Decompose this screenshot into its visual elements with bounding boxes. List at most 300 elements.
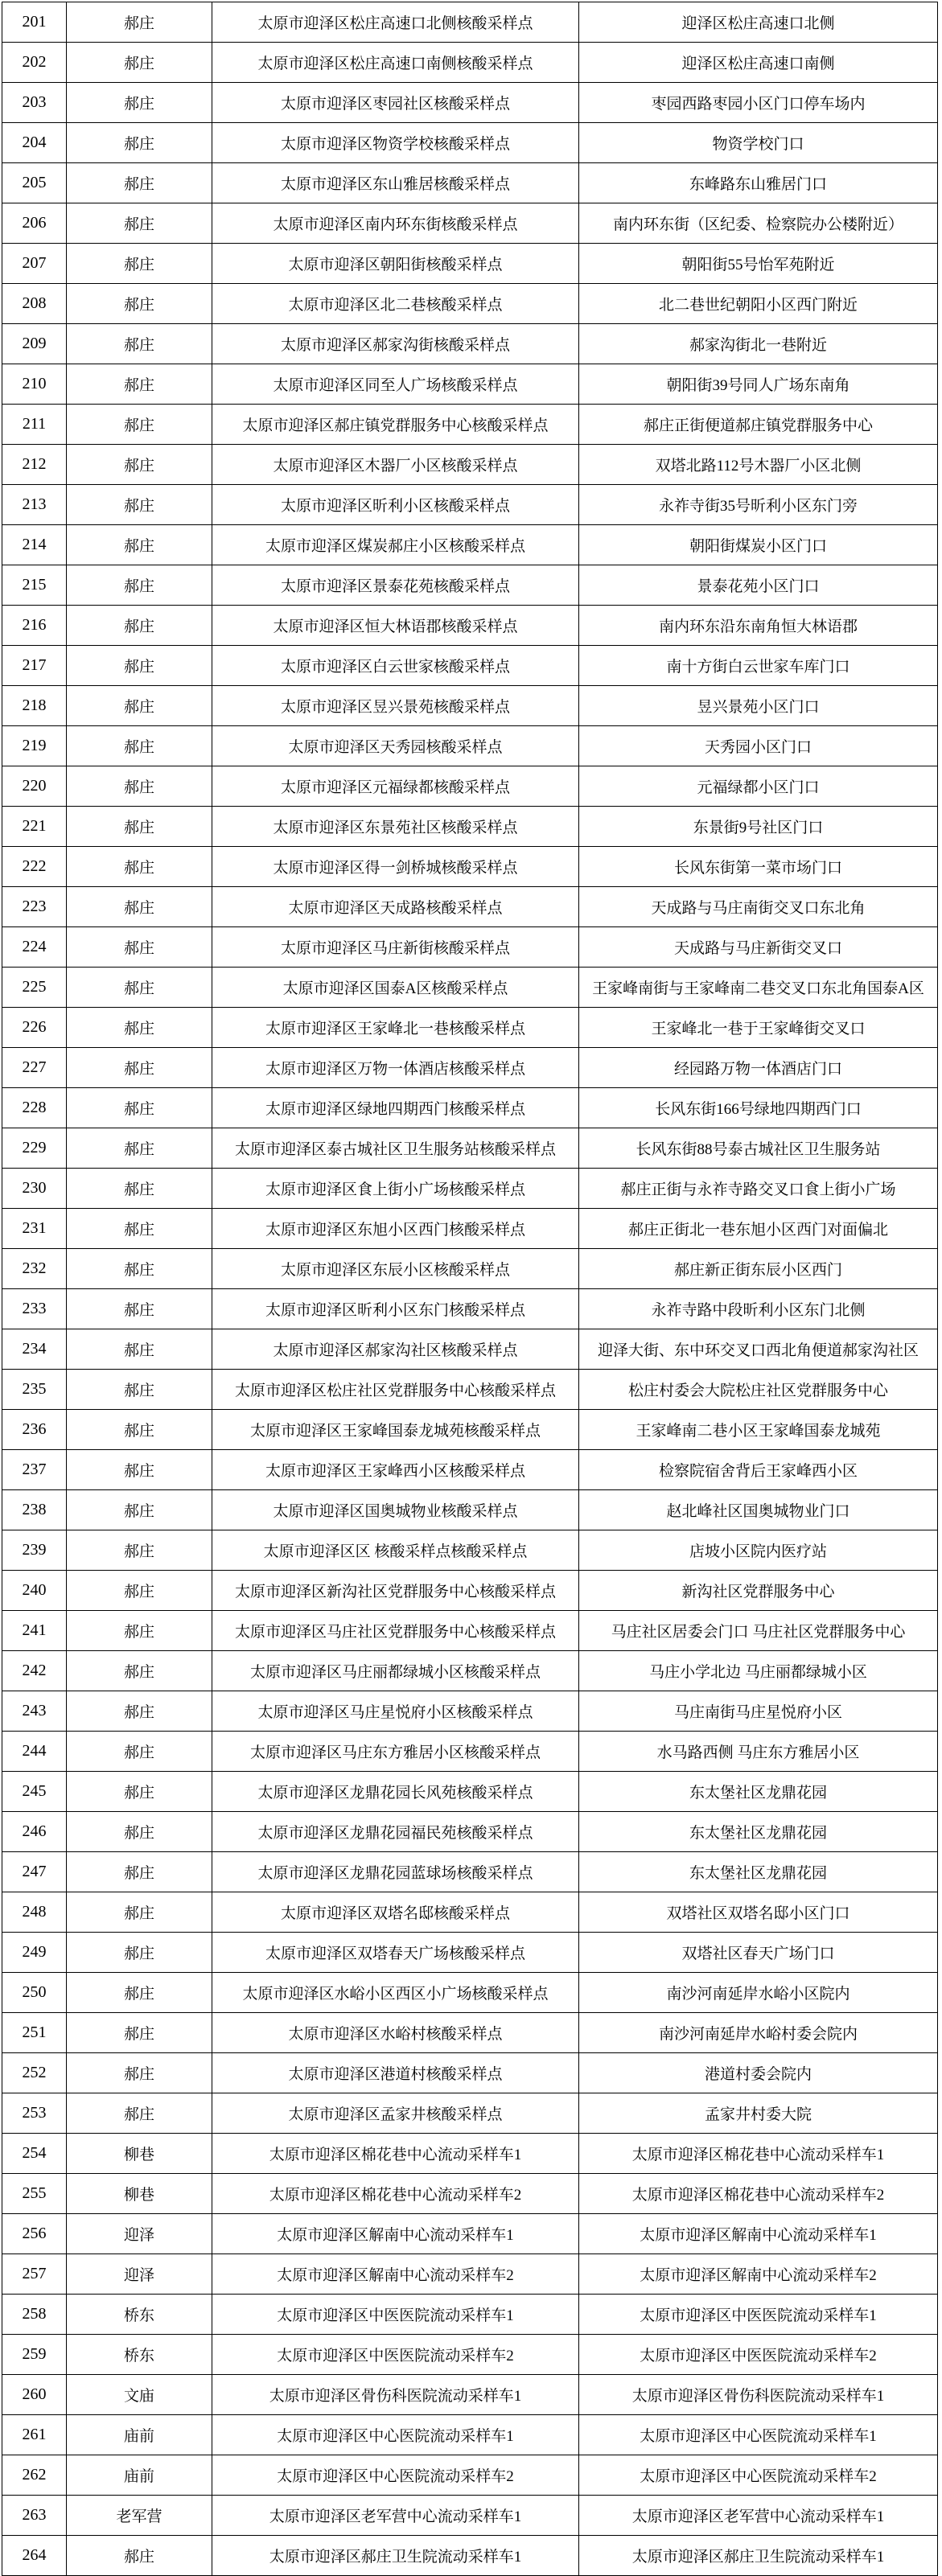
area-cell: 郝庄 <box>67 1169 212 1209</box>
table-row <box>2 2295 938 2335</box>
site-name-cell: 太原市迎泽区万物一体酒店核酸采样点 <box>212 1048 579 1088</box>
table-row <box>2 1450 938 1490</box>
site-name-cell: 太原市迎泽区龙鼎花园蓝球场核酸采样点 <box>212 1852 579 1892</box>
location-cell: 郝庄正街便道郝庄镇党群服务中心 <box>579 405 938 445</box>
row-number-cell: 259 <box>2 2335 67 2375</box>
location-cell: 天秀园小区门口 <box>579 726 938 766</box>
site-name-cell: 太原市迎泽区昕利小区东门核酸采样点 <box>212 1289 579 1329</box>
area-cell: 迎泽 <box>67 2214 212 2254</box>
row-number-cell: 249 <box>2 1933 67 1973</box>
site-name-cell: 太原市迎泽区绿地四期西门核酸采样点 <box>212 1088 579 1128</box>
table-row <box>2 1611 938 1651</box>
table-row <box>2 485 938 525</box>
row-number-cell: 206 <box>2 203 67 244</box>
table-row <box>2 726 938 766</box>
table-row <box>2 1289 938 1329</box>
area-cell: 郝庄 <box>67 2013 212 2053</box>
row-number-cell: 241 <box>2 1611 67 1651</box>
area-cell: 郝庄 <box>67 2 212 43</box>
table-row <box>2 324 938 364</box>
row-number-cell: 220 <box>2 766 67 807</box>
row-number-cell: 221 <box>2 807 67 847</box>
row-number-cell: 212 <box>2 445 67 485</box>
area-cell: 郝庄 <box>67 2053 212 2093</box>
location-cell: 王家峰南二巷小区王家峰国泰龙城苑 <box>579 1410 938 1450</box>
row-number-cell: 229 <box>2 1128 67 1169</box>
row-number-cell: 239 <box>2 1530 67 1571</box>
table-row <box>2 1209 938 1249</box>
area-cell: 郝庄 <box>67 1128 212 1169</box>
site-name-cell: 太原市迎泽区朝阳街核酸采样点 <box>212 244 579 284</box>
area-cell: 郝庄 <box>67 847 212 887</box>
area-cell: 桥东 <box>67 2335 212 2375</box>
area-cell: 郝庄 <box>67 2536 212 2576</box>
location-cell: 南内环东沿东南角恒大林语郡 <box>579 606 938 646</box>
location-cell: 孟家井村委大院 <box>579 2093 938 2134</box>
area-cell: 郝庄 <box>67 927 212 968</box>
area-cell: 柳巷 <box>67 2174 212 2214</box>
site-name-cell: 太原市迎泽区龙鼎花园福民苑核酸采样点 <box>212 1812 579 1852</box>
table-row <box>2 968 938 1008</box>
site-name-cell: 太原市迎泽区老军营中心流动采样车1 <box>212 2496 579 2536</box>
site-name-cell: 太原市迎泽区马庄东方雅居小区核酸采样点 <box>212 1732 579 1772</box>
row-number-cell: 202 <box>2 43 67 83</box>
table-row <box>2 1651 938 1691</box>
site-name-cell: 太原市迎泽区天成路核酸采样点 <box>212 887 579 927</box>
table-row <box>2 1892 938 1933</box>
location-cell: 太原市迎泽区解南中心流动采样车1 <box>579 2214 938 2254</box>
location-cell: 郝家沟街北一巷附近 <box>579 324 938 364</box>
location-cell: 经园路万物一体酒店门口 <box>579 1048 938 1088</box>
location-cell: 东太堡社区龙鼎花园 <box>579 1772 938 1812</box>
site-name-cell: 太原市迎泽区元福绿都核酸采样点 <box>212 766 579 807</box>
location-cell: 太原市迎泽区中医医院流动采样车1 <box>579 2295 938 2335</box>
location-cell: 郝庄正街北一巷东旭小区西门对面偏北 <box>579 1209 938 1249</box>
row-number-cell: 253 <box>2 2093 67 2134</box>
site-name-cell: 太原市迎泽区天秀园核酸采样点 <box>212 726 579 766</box>
location-cell: 太原市迎泽区解南中心流动采样车2 <box>579 2254 938 2295</box>
area-cell: 郝庄 <box>67 1530 212 1571</box>
area-cell: 郝庄 <box>67 1651 212 1691</box>
area-cell: 郝庄 <box>67 1772 212 1812</box>
location-cell: 北二巷世纪朝阳小区西门附近 <box>579 284 938 324</box>
row-number-cell: 238 <box>2 1490 67 1530</box>
location-cell: 永祚寺街35号昕利小区东门旁 <box>579 485 938 525</box>
table-row <box>2 927 938 968</box>
row-number-cell: 218 <box>2 686 67 726</box>
location-cell: 太原市迎泽区中心医院流动采样车1 <box>579 2415 938 2455</box>
location-cell: 长风东街166号绿地四期西门口 <box>579 1088 938 1128</box>
location-cell: 景泰花苑小区门口 <box>579 565 938 606</box>
site-name-cell: 太原市迎泽区中心医院流动采样车2 <box>212 2455 579 2496</box>
row-number-cell: 243 <box>2 1691 67 1732</box>
row-number-cell: 256 <box>2 2214 67 2254</box>
location-cell: 朝阳街55号怡军苑附近 <box>579 244 938 284</box>
table-row <box>2 83 938 123</box>
table-row <box>2 1732 938 1772</box>
location-cell: 太原市迎泽区棉花巷中心流动采样车2 <box>579 2174 938 2214</box>
site-name-cell: 太原市迎泽区南内环东街核酸采样点 <box>212 203 579 244</box>
area-cell: 郝庄 <box>67 1892 212 1933</box>
location-cell: 东太堡社区龙鼎花园 <box>579 1812 938 1852</box>
area-cell: 郝庄 <box>67 445 212 485</box>
site-name-cell: 太原市迎泽区港道村核酸采样点 <box>212 2053 579 2093</box>
site-name-cell: 太原市迎泽区马庄社区党群服务中心核酸采样点 <box>212 1611 579 1651</box>
area-cell: 郝庄 <box>67 887 212 927</box>
area-cell: 庙前 <box>67 2415 212 2455</box>
area-cell: 郝庄 <box>67 203 212 244</box>
location-cell: 南沙河南延岸水峪村委会院内 <box>579 2013 938 2053</box>
table-row <box>2 1128 938 1169</box>
row-number-cell: 209 <box>2 324 67 364</box>
area-cell: 郝庄 <box>67 1571 212 1611</box>
location-cell: 东峰路东山雅居门口 <box>579 163 938 203</box>
site-name-cell: 太原市迎泽区马庄星悦府小区核酸采样点 <box>212 1691 579 1732</box>
row-number-cell: 247 <box>2 1852 67 1892</box>
site-name-cell: 太原市迎泽区王家峰西小区核酸采样点 <box>212 1450 579 1490</box>
location-cell: 郝庄新正街东辰小区西门 <box>579 1249 938 1289</box>
table-row <box>2 364 938 405</box>
location-cell: 港道村委会院内 <box>579 2053 938 2093</box>
row-number-cell: 217 <box>2 646 67 686</box>
table-row <box>2 1772 938 1812</box>
location-cell: 东景街9号社区门口 <box>579 807 938 847</box>
site-name-cell: 太原市迎泽区解南中心流动采样车2 <box>212 2254 579 2295</box>
area-cell: 郝庄 <box>67 1732 212 1772</box>
area-cell: 老军营 <box>67 2496 212 2536</box>
site-name-cell: 太原市迎泽区水峪村核酸采样点 <box>212 2013 579 2053</box>
table-row <box>2 2415 938 2455</box>
row-number-cell: 263 <box>2 2496 67 2536</box>
site-name-cell: 太原市迎泽区孟家井核酸采样点 <box>212 2093 579 2134</box>
site-name-cell: 太原市迎泽区解南中心流动采样车1 <box>212 2214 579 2254</box>
row-number-cell: 233 <box>2 1289 67 1329</box>
site-name-cell: 太原市迎泽区东旭小区西门核酸采样点 <box>212 1209 579 1249</box>
area-cell: 郝庄 <box>67 83 212 123</box>
table-row <box>2 2254 938 2295</box>
site-name-cell: 太原市迎泽区恒大林语郡核酸采样点 <box>212 606 579 646</box>
area-cell: 文庙 <box>67 2375 212 2415</box>
table-row <box>2 445 938 485</box>
area-cell: 郝庄 <box>67 123 212 163</box>
row-number-cell: 216 <box>2 606 67 646</box>
table-row <box>2 686 938 726</box>
table-row <box>2 2013 938 2053</box>
table-row <box>2 1169 938 1209</box>
row-number-cell: 242 <box>2 1651 67 1691</box>
location-cell: 郝庄正街与永祚寺路交叉口食上街小广场 <box>579 1169 938 1209</box>
table-row <box>2 887 938 927</box>
site-name-cell: 太原市迎泽区松庄高速口南侧核酸采样点 <box>212 43 579 83</box>
row-number-cell: 227 <box>2 1048 67 1088</box>
table-row <box>2 43 938 83</box>
area-cell: 郝庄 <box>67 686 212 726</box>
site-name-cell: 太原市迎泽区双塔名邸核酸采样点 <box>212 1892 579 1933</box>
location-cell: 太原市迎泽区中医医院流动采样车2 <box>579 2335 938 2375</box>
table-row <box>2 1048 938 1088</box>
location-cell: 迎泽区松庄高速口北侧 <box>579 2 938 43</box>
area-cell: 郝庄 <box>67 807 212 847</box>
row-number-cell: 226 <box>2 1008 67 1048</box>
site-name-cell: 太原市迎泽区郝庄卫生院流动采样车1 <box>212 2536 579 2576</box>
table-row <box>2 847 938 887</box>
site-name-cell: 太原市迎泽区中医医院流动采样车1 <box>212 2295 579 2335</box>
table-row <box>2 405 938 445</box>
location-cell: 马庄社区居委会门口 马庄社区党群服务中心 <box>579 1611 938 1651</box>
area-cell: 郝庄 <box>67 1490 212 1530</box>
area-cell: 柳巷 <box>67 2134 212 2174</box>
area-cell: 郝庄 <box>67 606 212 646</box>
location-cell: 南内环东街（区纪委、检察院办公楼附近） <box>579 203 938 244</box>
table-row <box>2 1329 938 1370</box>
area-cell: 郝庄 <box>67 646 212 686</box>
location-cell: 太原市迎泽区骨伤科医院流动采样车1 <box>579 2375 938 2415</box>
row-number-cell: 245 <box>2 1772 67 1812</box>
site-name-cell: 太原市迎泽区昱兴景苑核酸采样点 <box>212 686 579 726</box>
location-cell: 马庄南街马庄星悦府小区 <box>579 1691 938 1732</box>
site-name-cell: 太原市迎泽区马庄丽都绿城小区核酸采样点 <box>212 1651 579 1691</box>
row-number-cell: 207 <box>2 244 67 284</box>
location-cell: 永祚寺路中段昕利小区东门北侧 <box>579 1289 938 1329</box>
row-number-cell: 232 <box>2 1249 67 1289</box>
row-number-cell: 213 <box>2 485 67 525</box>
area-cell: 郝庄 <box>67 1329 212 1370</box>
table-row <box>2 1973 938 2013</box>
site-name-cell: 太原市迎泽区昕利小区核酸采样点 <box>212 485 579 525</box>
row-number-cell: 230 <box>2 1169 67 1209</box>
location-cell: 水马路西侧 马庄东方雅居小区 <box>579 1732 938 1772</box>
row-number-cell: 258 <box>2 2295 67 2335</box>
site-name-cell: 太原市迎泽区煤炭郝庄小区核酸采样点 <box>212 525 579 565</box>
location-cell: 朝阳街39号同人广场东南角 <box>579 364 938 405</box>
location-cell: 双塔社区双塔名邸小区门口 <box>579 1892 938 1933</box>
row-number-cell: 203 <box>2 83 67 123</box>
table-row <box>2 1691 938 1732</box>
row-number-cell: 252 <box>2 2053 67 2093</box>
location-cell: 物资学校门口 <box>579 123 938 163</box>
area-cell: 郝庄 <box>67 485 212 525</box>
location-cell: 南沙河南延岸水峪小区院内 <box>579 1973 938 2013</box>
area-cell: 郝庄 <box>67 1450 212 1490</box>
row-number-cell: 204 <box>2 123 67 163</box>
location-cell: 迎泽区松庄高速口南侧 <box>579 43 938 83</box>
table-row <box>2 203 938 244</box>
row-number-cell: 224 <box>2 927 67 968</box>
site-name-cell: 太原市迎泽区北二巷核酸采样点 <box>212 284 579 324</box>
location-cell: 南十方街白云世家车库门口 <box>579 646 938 686</box>
area-cell: 迎泽 <box>67 2254 212 2295</box>
area-cell: 郝庄 <box>67 163 212 203</box>
row-number-cell: 228 <box>2 1088 67 1128</box>
site-name-cell: 太原市迎泽区木器厂小区核酸采样点 <box>212 445 579 485</box>
area-cell: 郝庄 <box>67 364 212 405</box>
location-cell: 长风东街88号泰古城社区卫生服务站 <box>579 1128 938 1169</box>
location-cell: 王家峰北一巷于王家峰街交叉口 <box>579 1008 938 1048</box>
site-name-cell: 太原市迎泽区得一剑桥城核酸采样点 <box>212 847 579 887</box>
area-cell: 郝庄 <box>67 1008 212 1048</box>
table-row <box>2 1490 938 1530</box>
site-name-cell: 太原市迎泽区松庄社区党群服务中心核酸采样点 <box>212 1370 579 1410</box>
site-name-cell: 太原市迎泽区同至人广场核酸采样点 <box>212 364 579 405</box>
site-name-cell: 太原市迎泽区马庄新街核酸采样点 <box>212 927 579 968</box>
area-cell: 郝庄 <box>67 284 212 324</box>
site-name-cell: 太原市迎泽区棉花巷中心流动采样车1 <box>212 2134 579 2174</box>
table-row <box>2 766 938 807</box>
table-row <box>2 1933 938 1973</box>
area-cell: 郝庄 <box>67 405 212 445</box>
row-number-cell: 208 <box>2 284 67 324</box>
table-row <box>2 244 938 284</box>
location-cell: 赵北峰社区国奥城物业门口 <box>579 1490 938 1530</box>
row-number-cell: 262 <box>2 2455 67 2496</box>
location-cell: 枣园西路枣园小区门口停车场内 <box>579 83 938 123</box>
row-number-cell: 251 <box>2 2013 67 2053</box>
location-cell: 东太堡社区龙鼎花园 <box>579 1852 938 1892</box>
area-cell: 郝庄 <box>67 1691 212 1732</box>
table-row <box>2 163 938 203</box>
table-row <box>2 2335 938 2375</box>
area-cell: 郝庄 <box>67 324 212 364</box>
area-cell: 郝庄 <box>67 1933 212 1973</box>
row-number-cell: 225 <box>2 968 67 1008</box>
site-name-cell: 太原市迎泽区国泰A区核酸采样点 <box>212 968 579 1008</box>
row-number-cell: 260 <box>2 2375 67 2415</box>
table-row <box>2 807 938 847</box>
location-cell: 迎泽大街、东中环交叉口西北角便道郝家沟社区 <box>579 1329 938 1370</box>
location-cell: 元福绿都小区门口 <box>579 766 938 807</box>
area-cell: 郝庄 <box>67 1088 212 1128</box>
row-number-cell: 261 <box>2 2415 67 2455</box>
area-cell: 郝庄 <box>67 1370 212 1410</box>
table-row <box>2 2455 938 2496</box>
table-row <box>2 2053 938 2093</box>
row-number-cell: 234 <box>2 1329 67 1370</box>
row-number-cell: 210 <box>2 364 67 405</box>
table-row <box>2 123 938 163</box>
area-cell: 郝庄 <box>67 1209 212 1249</box>
row-number-cell: 219 <box>2 726 67 766</box>
row-number-cell: 248 <box>2 1892 67 1933</box>
row-number-cell: 255 <box>2 2174 67 2214</box>
location-cell: 马庄小学北边 马庄丽都绿城小区 <box>579 1651 938 1691</box>
row-number-cell: 244 <box>2 1732 67 1772</box>
location-cell: 双塔北路112号木器厂小区北侧 <box>579 445 938 485</box>
area-cell: 庙前 <box>67 2455 212 2496</box>
row-number-cell: 223 <box>2 887 67 927</box>
table-row <box>2 1571 938 1611</box>
location-cell: 王家峰南街与王家峰南二巷交叉口东北角国泰A区 <box>579 968 938 1008</box>
area-cell: 桥东 <box>67 2295 212 2335</box>
site-name-cell: 太原市迎泽区水峪小区西区小广场核酸采样点 <box>212 1973 579 2013</box>
location-cell: 天成路与马庄南街交叉口东北角 <box>579 887 938 927</box>
area-cell: 郝庄 <box>67 1611 212 1651</box>
site-name-cell: 太原市迎泽区王家峰国泰龙城苑核酸采样点 <box>212 1410 579 1450</box>
area-cell: 郝庄 <box>67 565 212 606</box>
location-cell: 太原市迎泽区中心医院流动采样车2 <box>579 2455 938 2496</box>
site-name-cell: 太原市迎泽区中医医院流动采样车2 <box>212 2335 579 2375</box>
table-row <box>2 1530 938 1571</box>
table-row <box>2 2134 938 2174</box>
area-cell: 郝庄 <box>67 1973 212 2013</box>
site-name-cell: 太原市迎泽区松庄高速口北侧核酸采样点 <box>212 2 579 43</box>
site-name-cell: 太原市迎泽区郝庄镇党群服务中心核酸采样点 <box>212 405 579 445</box>
site-name-cell: 太原市迎泽区骨伤科医院流动采样车1 <box>212 2375 579 2415</box>
table-row <box>2 2496 938 2536</box>
site-name-cell: 太原市迎泽区枣园社区核酸采样点 <box>212 83 579 123</box>
row-number-cell: 250 <box>2 1973 67 2013</box>
area-cell: 郝庄 <box>67 726 212 766</box>
area-cell: 郝庄 <box>67 2093 212 2134</box>
site-name-cell: 太原市迎泽区东景苑社区核酸采样点 <box>212 807 579 847</box>
area-cell: 郝庄 <box>67 525 212 565</box>
location-cell: 太原市迎泽区郝庄卫生院流动采样车1 <box>579 2536 938 2576</box>
site-name-cell: 太原市迎泽区东山雅居核酸采样点 <box>212 163 579 203</box>
location-cell: 太原市迎泽区棉花巷中心流动采样车1 <box>579 2134 938 2174</box>
location-cell: 昱兴景苑小区门口 <box>579 686 938 726</box>
row-number-cell: 264 <box>2 2536 67 2576</box>
row-number-cell: 222 <box>2 847 67 887</box>
table-row <box>2 1812 938 1852</box>
row-number-cell: 201 <box>2 2 67 43</box>
sampling-points-table <box>2 2 938 2576</box>
table-row <box>2 1088 938 1128</box>
site-name-cell: 太原市迎泽区王家峰北一巷核酸采样点 <box>212 1008 579 1048</box>
table-row <box>2 2093 938 2134</box>
row-number-cell: 237 <box>2 1450 67 1490</box>
area-cell: 郝庄 <box>67 1812 212 1852</box>
area-cell: 郝庄 <box>67 1852 212 1892</box>
site-name-cell: 太原市迎泽区食上街小广场核酸采样点 <box>212 1169 579 1209</box>
location-cell: 长风东街第一菜市场门口 <box>579 847 938 887</box>
table-row <box>2 2 938 43</box>
area-cell: 郝庄 <box>67 43 212 83</box>
location-cell: 天成路与马庄新街交叉口 <box>579 927 938 968</box>
site-name-cell: 太原市迎泽区泰古城社区卫生服务站核酸采样点 <box>212 1128 579 1169</box>
site-name-cell: 太原市迎泽区东辰小区核酸采样点 <box>212 1249 579 1289</box>
area-cell: 郝庄 <box>67 1048 212 1088</box>
location-cell: 新沟社区党群服务中心 <box>579 1571 938 1611</box>
site-name-cell: 太原市迎泽区郝家沟街核酸采样点 <box>212 324 579 364</box>
site-name-cell: 太原市迎泽区区 核酸采样点核酸采样点 <box>212 1530 579 1571</box>
table-row <box>2 646 938 686</box>
row-number-cell: 257 <box>2 2254 67 2295</box>
location-cell: 双塔社区春天广场门口 <box>579 1933 938 1973</box>
row-number-cell: 236 <box>2 1410 67 1450</box>
row-number-cell: 211 <box>2 405 67 445</box>
site-name-cell: 太原市迎泽区郝家沟社区核酸采样点 <box>212 1329 579 1370</box>
site-name-cell: 太原市迎泽区物资学校核酸采样点 <box>212 123 579 163</box>
site-name-cell: 太原市迎泽区中心医院流动采样车1 <box>212 2415 579 2455</box>
row-number-cell: 246 <box>2 1812 67 1852</box>
area-cell: 郝庄 <box>67 968 212 1008</box>
table-row <box>2 1370 938 1410</box>
table-row <box>2 525 938 565</box>
row-number-cell: 231 <box>2 1209 67 1249</box>
location-cell: 松庄村委会大院松庄社区党群服务中心 <box>579 1370 938 1410</box>
table-row <box>2 2174 938 2214</box>
row-number-cell: 205 <box>2 163 67 203</box>
table-row <box>2 2536 938 2576</box>
table-row <box>2 1249 938 1289</box>
location-cell: 店坡小区院内医疗站 <box>579 1530 938 1571</box>
row-number-cell: 215 <box>2 565 67 606</box>
table-row <box>2 2375 938 2415</box>
area-cell: 郝庄 <box>67 244 212 284</box>
area-cell: 郝庄 <box>67 1249 212 1289</box>
site-name-cell: 太原市迎泽区双塔春天广场核酸采样点 <box>212 1933 579 1973</box>
table-row <box>2 1852 938 1892</box>
sampling-table-body <box>2 2 938 2576</box>
